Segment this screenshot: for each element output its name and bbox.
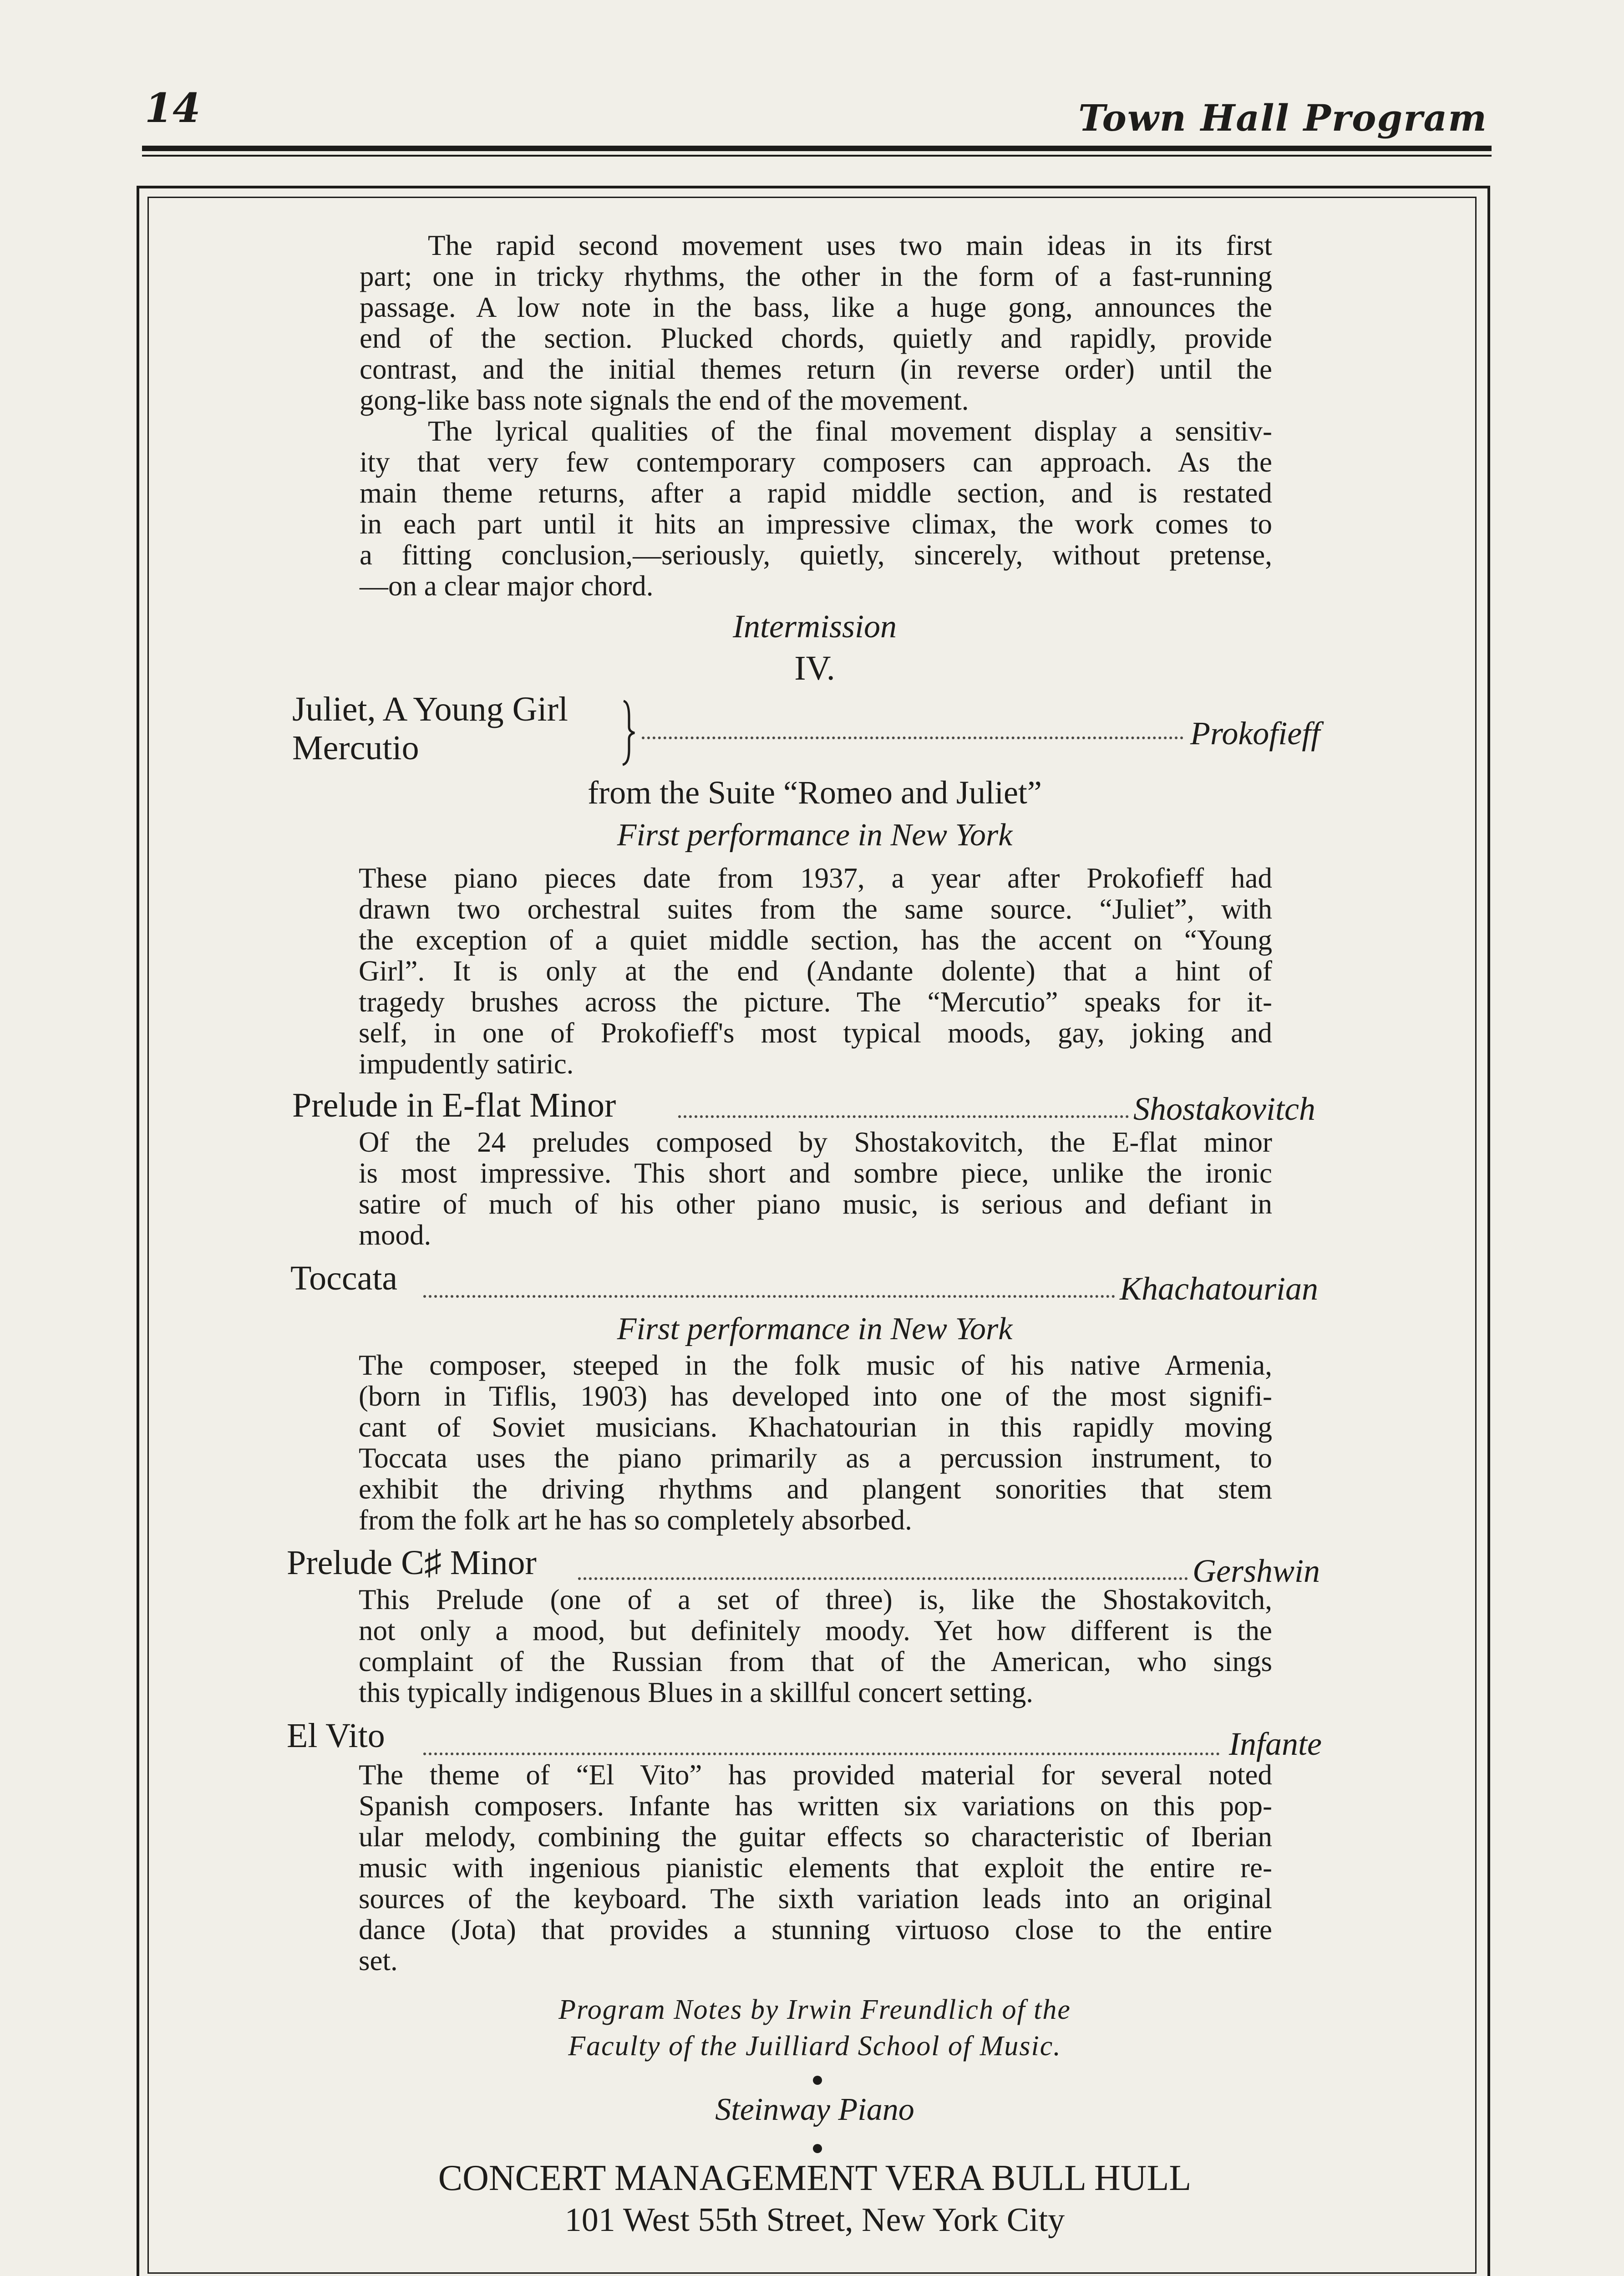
piece-title-toccata: Toccata [290, 1259, 398, 1297]
text-line: This Prelude (one of a set of three) is, like the Shostakovitch, [359, 1584, 1272, 1616]
text-line: not only a mood, but definitely moody. Yet how different is the [359, 1615, 1272, 1646]
text-line: in each part until it hits an impressive climax, the work comes to [360, 508, 1272, 540]
text-line: the exception of a quiet middle section, has the accent on “Young [359, 924, 1272, 956]
piece-title-juliet: Juliet, A Young Girl [292, 690, 568, 728]
management-address: 101 West 55th Street, New York City [564, 2201, 1065, 2239]
leader-dots [642, 737, 1183, 739]
piece-title-el-vito: El Vito [287, 1717, 385, 1755]
text-line: tragedy brushes across the picture. The “Mercutio” speaks for it- [359, 986, 1272, 1018]
text-line: contrast, and the initial themes return (in reverse order) until the [360, 353, 1272, 385]
text-line: The rapid second movement uses two main ideas in its first [428, 229, 1272, 261]
text-line: exhibit the driving rhythms and plangent sonorities that stem [359, 1473, 1272, 1505]
composer-infante: Infante [1229, 1726, 1322, 1762]
text-line: a fitting conclusion,—seriously, quietly, sincerely, without pretense, [360, 539, 1272, 571]
text-line: (born in Tiflis, 1903) has developed into one of the most signifi- [359, 1380, 1272, 1412]
brace [619, 699, 637, 767]
text-line: this typically indigenous Blues in a skillful concert setting. [359, 1677, 1034, 1708]
text-line: cant of Soviet musicians. Khachatourian in this rapidly moving [359, 1411, 1272, 1443]
text-line: complaint of the Russian from that of the American, who sings [359, 1646, 1272, 1677]
text-line: ular melody, combining the guitar effects so characteristic of Iberian [359, 1821, 1272, 1853]
text-line: The theme of “El Vito” has provided material for several noted [359, 1759, 1272, 1791]
text-line: Spanish composers. Infante has written six variations on this pop- [359, 1790, 1272, 1822]
text-line: drawn two orchestral suites from the same source. “Juliet”, with [359, 893, 1272, 925]
piano-credit: Steinway Piano [715, 2092, 914, 2127]
piece-title-prelude-eflat: Prelude in E-flat Minor [292, 1086, 616, 1124]
text-line: ity that very few contemporary composers can approach. As the [360, 446, 1272, 478]
text-line: Of the 24 preludes composed by Shostakovitch, the E-flat minor [359, 1126, 1272, 1158]
composer-khachatourian: Khachatourian [1120, 1270, 1319, 1307]
page-number: 14 [145, 84, 201, 132]
leader-dots [423, 1753, 1220, 1755]
premiere-note: First performance in New York [617, 818, 1013, 853]
bullet-ornament [813, 2144, 822, 2153]
header-rule-thin [142, 155, 1492, 157]
text-line: sources of the keyboard. The sixth variation leads into an original [359, 1883, 1272, 1915]
text-line: end of the section. Plucked chords, quietly and rapidly, provide [360, 322, 1272, 354]
text-line: —on a clear major chord. [360, 570, 654, 602]
text-line: Toccata uses the piano primarily as a percussion instrument, to [359, 1442, 1272, 1474]
piece-subtitle: from the Suite “Romeo and Juliet” [588, 774, 1042, 811]
text-line: music with ingenious pianistic elements that exploit the entire re- [359, 1852, 1272, 1884]
text-line: satire of much of his other piano music, is serious and defiant in [359, 1188, 1272, 1220]
text-line: part; one in tricky rhythms, the other in the form of a fast-running [360, 260, 1272, 292]
leader-dots [578, 1577, 1188, 1580]
text-line: mood. [359, 1219, 431, 1251]
piece-title-mercutio: Mercutio [292, 729, 419, 767]
composer-shostakovitch: Shostakovitch [1133, 1091, 1315, 1127]
text-line: impudently satiric. [359, 1048, 574, 1080]
text-line: main theme returns, after a rapid middle section, and is restated [360, 477, 1272, 509]
premiere-note: First performance in New York [617, 1311, 1013, 1346]
text-line: self, in one of Prokofieff's most typical moods, gay, joking and [359, 1017, 1272, 1049]
text-line: The lyrical qualities of the final movement display a sensitiv- [428, 415, 1272, 447]
credits-line-2: Faculty of the Juilliard School of Music. [568, 2031, 1061, 2062]
section-number: IV. [794, 649, 835, 687]
text-line: Girl”. It is only at the end (Andante dolente) that a hint of [359, 955, 1272, 987]
header-rule-thick [142, 146, 1492, 151]
bullet-ornament [813, 2076, 822, 2085]
text-line: passage. A low note in the bass, like a huge gong, announces the [360, 291, 1272, 323]
text-line: from the folk art he has so completely absorbed. [359, 1504, 912, 1536]
piece-title-prelude-csharp: Prelude C♯ Minor [287, 1544, 537, 1582]
composer-gershwin: Gershwin [1193, 1553, 1320, 1589]
text-line: gong-like bass note signals the end of the movement. [360, 384, 969, 416]
text-line: These piano pieces date from 1937, a year after Prokofieff had [359, 862, 1272, 894]
leader-dots [678, 1115, 1129, 1118]
composer-prokofieff: Prokofieff [1190, 715, 1320, 752]
intermission-heading: Intermission [733, 608, 897, 645]
text-line: dance (Jota) that provides a stunning virtuoso close to the entire [359, 1914, 1272, 1946]
text-line: set. [359, 1945, 398, 1976]
running-title: Town Hall Program [1078, 97, 1487, 139]
leader-dots [423, 1295, 1115, 1298]
text-line: The composer, steeped in the folk music of his native Armenia, [359, 1349, 1272, 1381]
management-name: CONCERT MANAGEMENT VERA BULL HULL [438, 2158, 1192, 2198]
credits-line-1: Program Notes by Irwin Freundlich of the [558, 1994, 1071, 2025]
text-line: is most impressive. This short and sombre piece, unlike the ironic [359, 1157, 1272, 1189]
